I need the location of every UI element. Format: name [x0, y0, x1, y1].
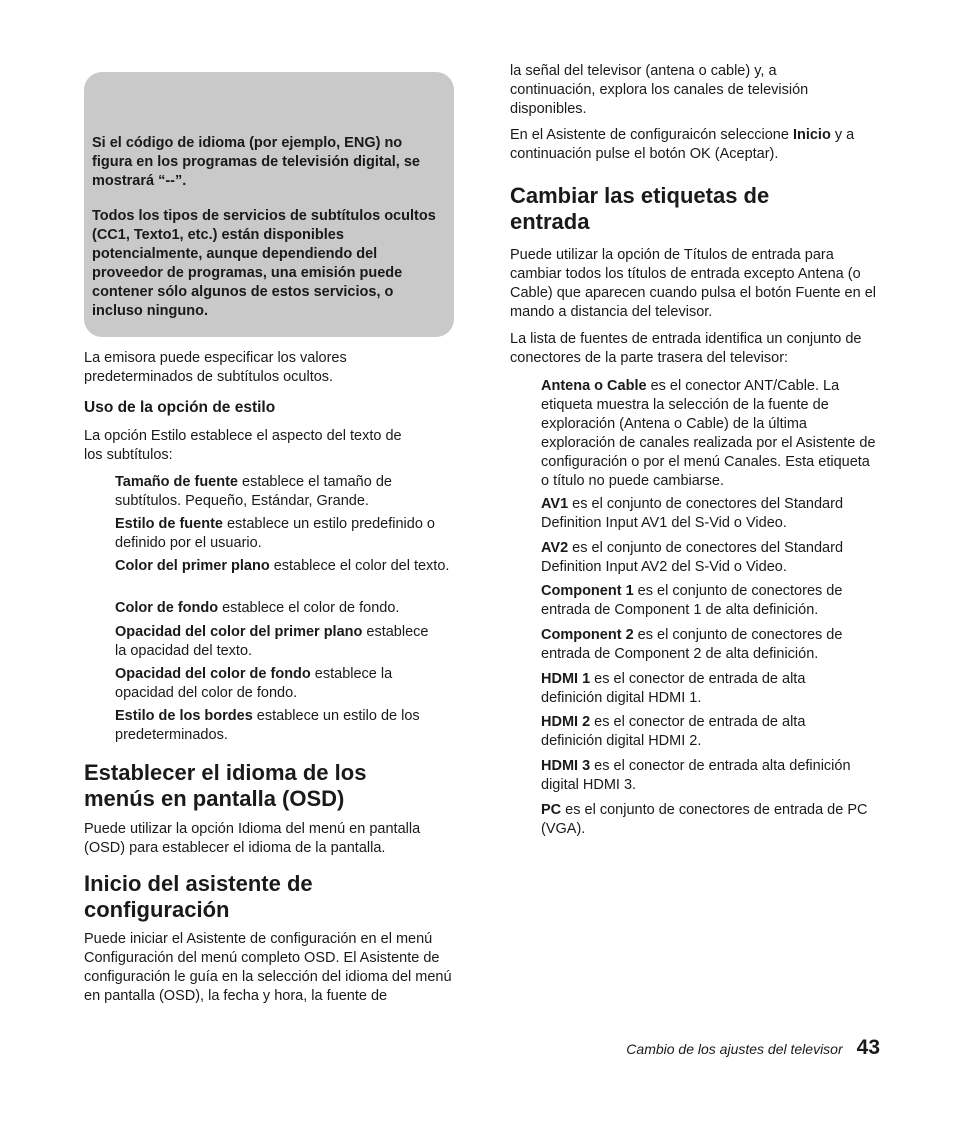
list-item: Opacidad del color de fondo establece la opacidad del color de fondo.: [115, 666, 393, 701]
labels-paragraph-1: Puede utilizar la opción de Títulos de entrada para cambiar todos los títulos de entrada excepto Antena (o Cable) que aparecen cuando pulsa el botón Fuente en el mando a distancia del televisor.: [510, 247, 876, 320]
list-item: HDMI 1 es el conector de entrada de alta definición digital HDMI 1.: [541, 671, 806, 706]
list-item: Color de fondo establece el color de fondo.: [115, 600, 400, 616]
labels-paragraph-2: La lista de fuentes de entrada identifica un conjunto de conectores de la parte trasera del televisor:: [510, 331, 862, 366]
list-item: Color del primer plano establece el color del texto.: [115, 558, 450, 574]
list-item: AV2 es el conjunto de conectores del Standard Definition Input AV2 del S-Vid o Video.: [541, 540, 844, 575]
list-item: Estilo de fuente establece un estilo predefinido o definido por el usuario.: [115, 516, 435, 551]
wizard-start-text: En el Asistente de configuraicón seleccione Inicio y a continuación pulse el botón OK (Aceptar).: [510, 127, 855, 162]
list-item: AV1 es el conjunto de conectores del Standard Definition Input AV1 del S-Vid o Video.: [541, 496, 844, 531]
page-number: 43: [856, 1036, 880, 1059]
list-item: Estilo de los bordes establece un estilo de los predeterminados.: [115, 708, 420, 743]
wizard-text: Puede iniciar el Asistente de configuración en el menú Configuración del menú completo OSD. El Asistente de configuración le guía en la selección del idioma del menú en pantalla (OSD), la fecha y hora, la fuente de: [84, 931, 452, 1004]
osd-heading: Establecer el idioma de los menús en pantalla (OSD): [84, 760, 367, 811]
style-intro: La opción Estilo establece el aspecto del texto de los subtítulos:: [84, 428, 402, 463]
list-item: Component 1 es el conjunto de conectores de entrada de Component 1 de alta definición.: [541, 583, 843, 618]
note-paragraph-2: Todos los tipos de servicios de subtítulos ocultos (CC1, Texto1, etc.) están disponibles potencialmente, aunque dependiendo del proveedor de programas, una emisión puede contener sólo algunos de estos servicios, o incluso ninguno.: [92, 208, 436, 319]
list-item: Tamaño de fuente establece el tamaño de subtítulos. Pequeño, Estándar, Grande.: [115, 474, 392, 509]
list-item: PC es el conjunto de conectores de entrada de PC (VGA).: [541, 802, 868, 837]
note-paragraph-1: Si el código de idioma (por ejemplo, ENG) no figura en los programas de televisión digital, se mostrará “--”.: [92, 135, 420, 189]
list-item: Component 2 es el conjunto de conectores de entrada de Component 2 de alta definición.: [541, 627, 843, 662]
page-footer: [560, 1036, 880, 1060]
labels-heading: Cambiar las etiquetas de entrada: [510, 183, 770, 234]
wizard-heading: Inicio del asistente de configuración: [84, 871, 313, 922]
footer-title: Cambio de los ajustes del televisor: [626, 1041, 843, 1057]
list-item: Antena o Cable es el conector ANT/Cable. La etiqueta muestra la selección de la fuente de exploración (Antena o Cable) de la última exploración de canales realizada por el Asistente de configuración o por el menú Canales. Esta etiqueta o título no puede cambiarse.: [541, 378, 876, 489]
wizard-continuation: la señal del televisor (antena o cable) y, a continuación, explora los canales de televisión disponibles.: [510, 63, 809, 117]
osd-text: Puede utilizar la opción Idioma del menú en pantalla (OSD) para establecer el idioma de la pantalla.: [84, 821, 421, 856]
list-item: HDMI 2 es el conector de entrada de alta definición digital HDMI 2.: [541, 714, 806, 749]
list-item: Opacidad del color del primer plano establece la opacidad del texto.: [115, 624, 429, 659]
note-box: [84, 72, 454, 337]
list-item: HDMI 3 es el conector de entrada alta definición digital HDMI 3.: [541, 758, 851, 793]
broadcaster-text: La emisora puede especificar los valores predeterminados de subtítulos ocultos.: [84, 350, 347, 385]
style-heading: Uso de la opción de estilo: [84, 399, 276, 416]
